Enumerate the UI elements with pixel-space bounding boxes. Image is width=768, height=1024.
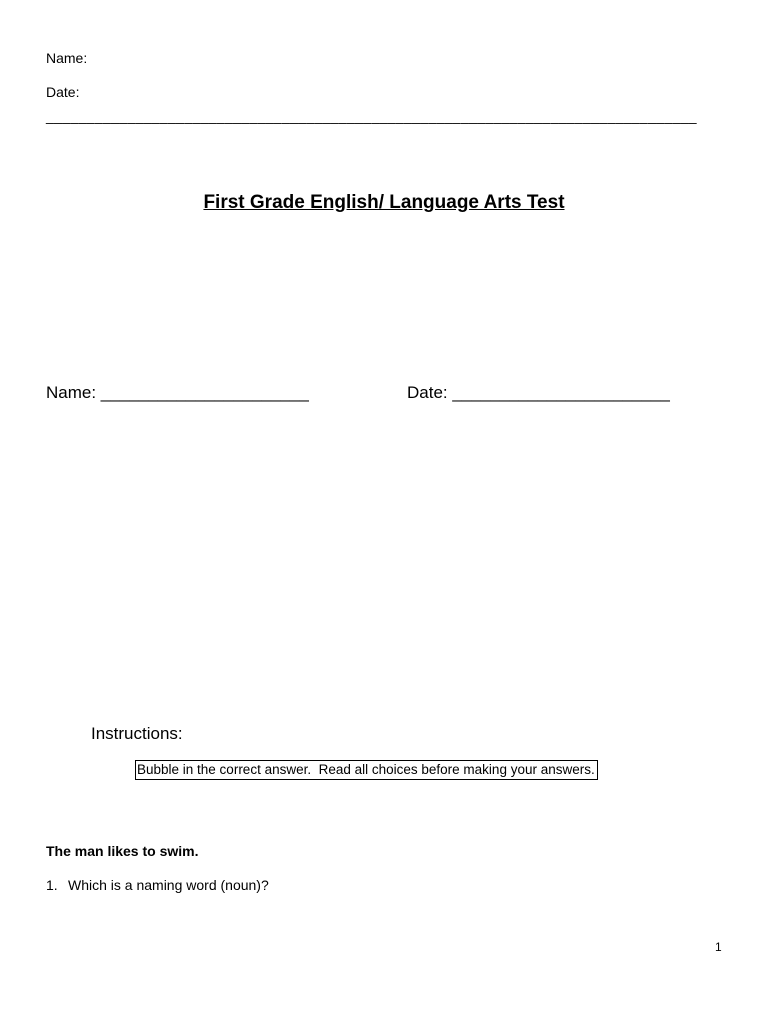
instructions-box (135, 760, 598, 780)
question-number: 1. (46, 877, 58, 893)
page-number: 1 (715, 940, 722, 954)
header-date-label: Date: (46, 84, 80, 100)
header-name-label: Name: (46, 50, 88, 66)
question-text: Which is a naming word (noun)? (68, 877, 269, 893)
instructions-text: Bubble in the correct answer. Read all choices before making your answers. (137, 762, 595, 777)
name-field: Name: ______________________ (46, 383, 309, 402)
question-item (46, 877, 269, 893)
header-divider-rule: ________________________________________________________________________________ (46, 108, 697, 124)
instructions-label: Instructions: (91, 724, 183, 743)
date-field: Date: _______________________ (407, 383, 670, 402)
document-title: First Grade English/ Language Arts Test (203, 192, 565, 213)
question-sentence: The man likes to swim. (46, 843, 199, 859)
